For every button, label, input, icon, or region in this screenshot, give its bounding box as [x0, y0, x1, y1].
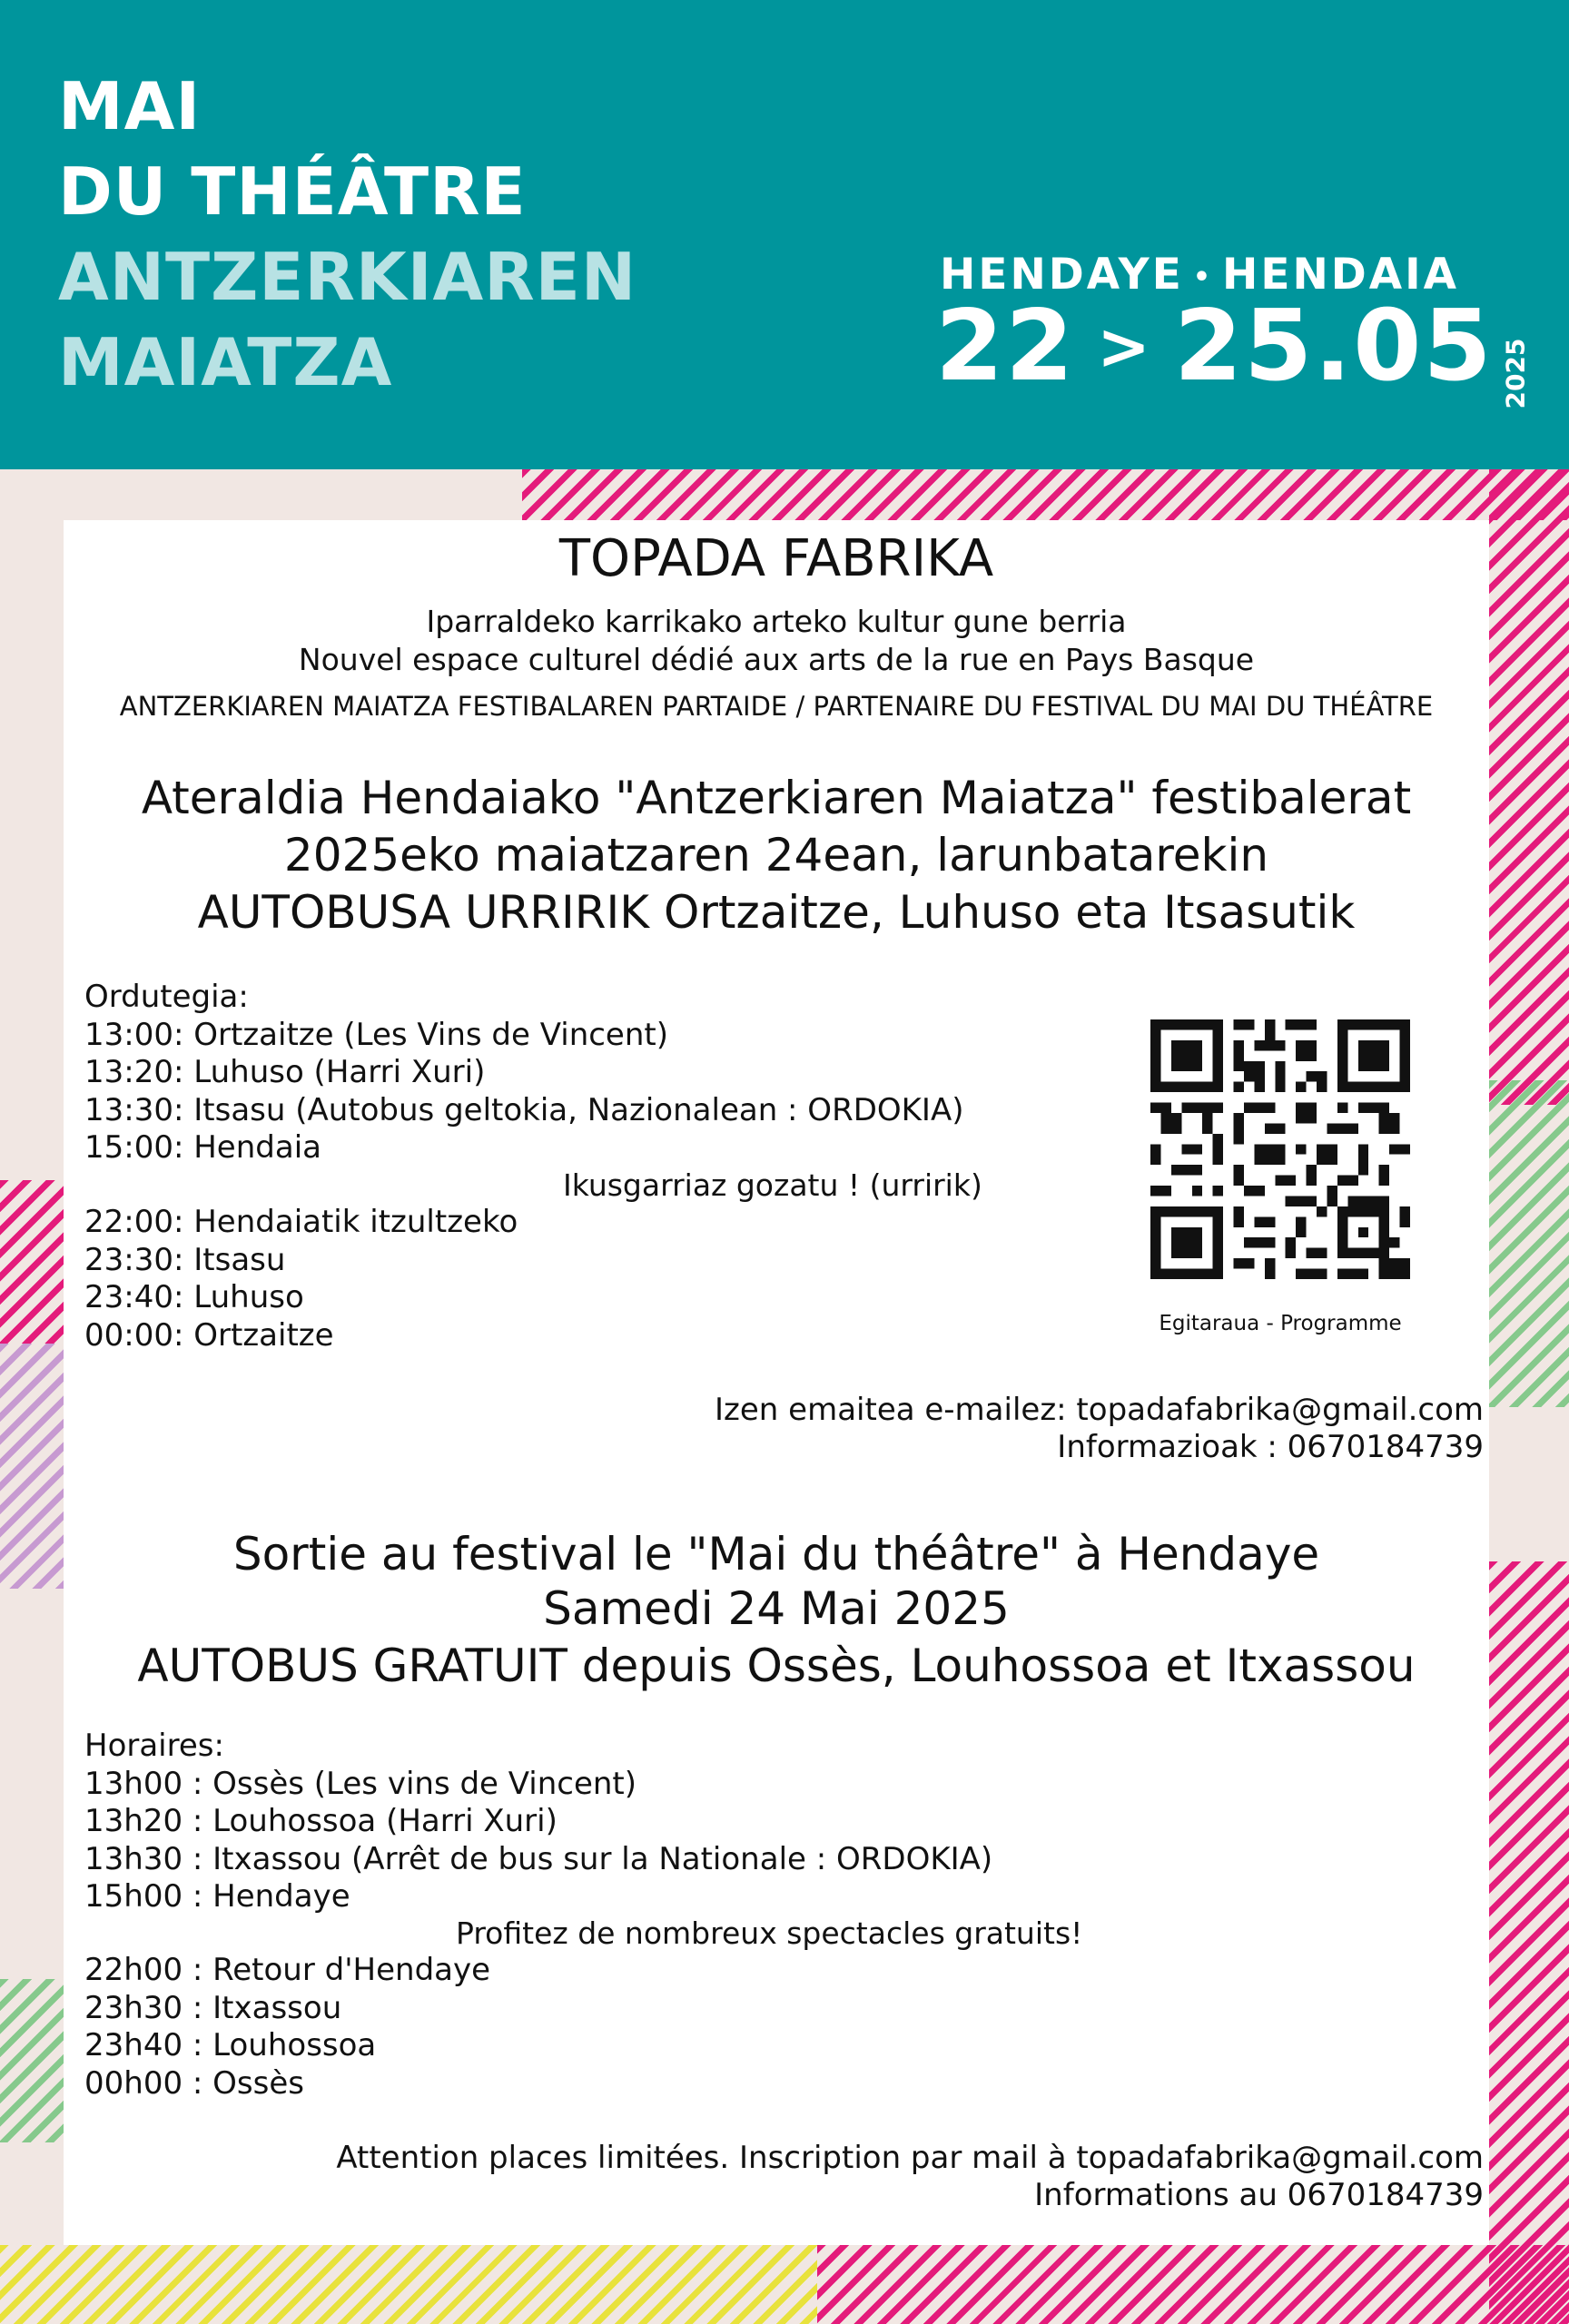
qr-code-label: Egitaraua - Programme [1159, 1312, 1402, 1335]
eu-outbound-item: 13:00: Ortzaitze (Les Vins de Vincent) [84, 1016, 668, 1053]
fr-outbound-item: 13h30 : Itxassou (Arrêt de bus sur la Nationale : ORDOKIA) [84, 1840, 993, 1877]
fr-headline-3: AUTOBUS GRATUIT depuis Ossès, Louhossoa et Itxassou [137, 1640, 1416, 1692]
location-fr: HENDAYE [940, 250, 1184, 300]
eu-return-item: 23:40: Luhuso [84, 1279, 304, 1315]
fr-outbound-item: 15h00 : Hendaye [84, 1878, 350, 1915]
eu-return-item: 00:00: Ortzaitze [84, 1316, 334, 1354]
qr-code-icon[interactable] [1150, 1019, 1410, 1279]
eu-headline-3: AUTOBUSA URRIRIK Ortzaitze, Luhuso eta Itsasutik [197, 886, 1356, 939]
eu-outbound-item: 13:20: Luhuso (Harri Xuri) [84, 1054, 486, 1090]
eu-headline-1: Ateraldia Hendaiako "Antzerkiaren Maiatza" festibalerat [141, 772, 1412, 824]
location-separator: • [1192, 261, 1213, 293]
fr-registration: Attention places limitées. Inscription par mail à topadafabrika@gmail.com [336, 2140, 1484, 2176]
date-arrow: > [1097, 310, 1152, 384]
fr-schedule-return [84, 1952, 490, 2102]
content-card [64, 520, 1489, 2245]
eu-outbound-item: 13:30: Itsasu (Autobus geltokia, Nazionalean : ORDOKIA) [84, 1091, 964, 1128]
decor-stripes-pink-top [522, 469, 1569, 520]
eu-outbound-item: 15:00: Hendaia [84, 1129, 321, 1166]
date-start: 22 [935, 290, 1076, 403]
fr-headline-2: Samedi 24 Mai 2025 [543, 1582, 1010, 1635]
eu-schedule-return [84, 1204, 518, 1354]
festival-title [58, 64, 636, 405]
fr-return-item: 23h40 : Louhossoa [84, 2027, 377, 2063]
fr-schedule-label: Horaires: [84, 1728, 224, 1764]
fr-headline-1: Sortie au festival le "Mai du théâtre" à Hendaye [232, 1528, 1320, 1581]
decor-stripes-yellow-bottom [0, 2245, 817, 2324]
date-end: 25.05 [1173, 290, 1494, 403]
fr-return-item: 22h00 : Retour d'Hendaye [84, 1952, 491, 1988]
title-line-du-theatre: DU THÉÂTRE [58, 153, 527, 230]
fr-outbound-item: 13h00 : Ossès (Les vins de Vincent) [84, 1765, 637, 1802]
eu-info-phone: Informazioak : 0670184739 [1057, 1429, 1484, 1465]
decor-stripes-lilac-left [0, 1344, 64, 1589]
fr-outbound-item: 13h20 : Louhossoa (Harri Xuri) [84, 1803, 558, 1839]
decor-stripes-pink-right [1489, 469, 1569, 1105]
festival-year: 2025 [1500, 338, 1531, 409]
org-subtitle-eu: Iparraldeko karrikako arteko kultur gune berria [426, 604, 1127, 639]
title-line-maiatza: MAIATZA [58, 324, 393, 400]
fr-schedule-outbound [84, 1728, 992, 1916]
decor-stripes-green-left [0, 1979, 64, 2142]
location-eu: HENDAIA [1222, 250, 1460, 300]
eu-registration: Izen emaitea e-mailez: topadafabrika@gmail.com [715, 1392, 1484, 1428]
eu-enjoy-line: Ikusgarriaz gozatu ! (urririk) [563, 1167, 982, 1203]
festival-header-banner [0, 0, 1569, 469]
decor-stripes-pink-bottom [817, 2245, 1569, 2324]
festival-dates [935, 292, 1494, 401]
partner-line: ANTZERKIAREN MAIATZA FESTIBALAREN PARTAIDE / PARTENAIRE DU FESTIVAL DU MAI DU THÉÂTRE [119, 691, 1434, 722]
fr-return-item: 00h00 : Ossès [84, 2064, 304, 2102]
decor-stripes-pink-left [0, 1180, 64, 1344]
fr-enjoy-line: Profitez de nombreux spectacles gratuits! [456, 1915, 1083, 1951]
eu-return-item: 22:00: Hendaiatik itzultzeko [84, 1204, 518, 1240]
org-subtitle-fr: Nouvel espace culturel dédié aux arts de la rue en Pays Basque [298, 642, 1255, 677]
title-line-antzerkiaren: ANTZERKIAREN [58, 239, 637, 315]
eu-schedule-label: Ordutegia: [84, 979, 249, 1015]
fr-info-phone: Informations au 0670184739 [1034, 2177, 1484, 2213]
fr-return-item: 23h30 : Itxassou [84, 1989, 342, 2026]
org-name: TOPADA FABRIKA [558, 529, 994, 588]
eu-schedule-outbound [84, 979, 964, 1167]
title-line-mai: MAI [58, 68, 202, 144]
decor-stripes-pink-right-low [1489, 1561, 1569, 2324]
decor-stripes-green-right [1489, 1080, 1569, 1407]
eu-return-item: 23:30: Itsasu [84, 1241, 286, 1278]
eu-headline-2: 2025eko maiatzaren 24ean, larunbatarekin [283, 829, 1269, 881]
